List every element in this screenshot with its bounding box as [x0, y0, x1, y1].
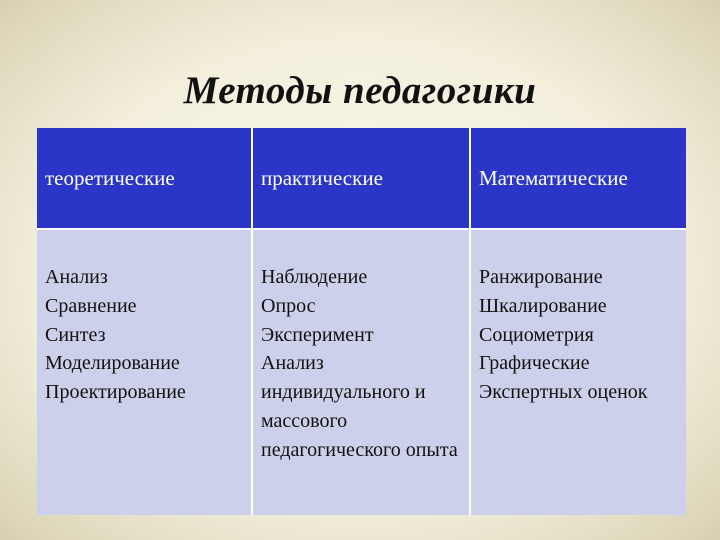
list-item: Синтез: [45, 323, 106, 346]
header-mathematical: Математические: [470, 128, 686, 229]
slide-title: Методы педагогики: [183, 69, 537, 112]
list-item: Моделирование: [45, 352, 180, 375]
table-row: [37, 229, 686, 515]
list-item: Шкалирование: [479, 294, 607, 317]
list-item: Опрос: [261, 294, 316, 317]
list-item: Графические: [479, 352, 590, 375]
column-theoretical: [37, 229, 252, 515]
header-theoretical: теоретические: [37, 128, 252, 229]
list-item: Анализ индивидуального и массового педагогического опыта: [261, 352, 458, 461]
list-item: Эксперимент: [261, 323, 374, 346]
list-item: Анализ: [45, 266, 108, 288]
methods-table: [37, 128, 686, 515]
table-header-row: [37, 128, 686, 229]
list-item: Наблюдение: [261, 266, 368, 288]
list-item: Сравнение: [45, 294, 137, 317]
column-mathematical: [470, 229, 686, 515]
list-item: Ранжирование: [479, 266, 603, 288]
list-item: Социометрия: [479, 323, 594, 346]
header-practical: практические: [252, 128, 470, 229]
column-practical: [252, 229, 470, 515]
list-item: Проектирование: [45, 381, 186, 404]
list-item: Экспертных оценок: [479, 381, 648, 404]
